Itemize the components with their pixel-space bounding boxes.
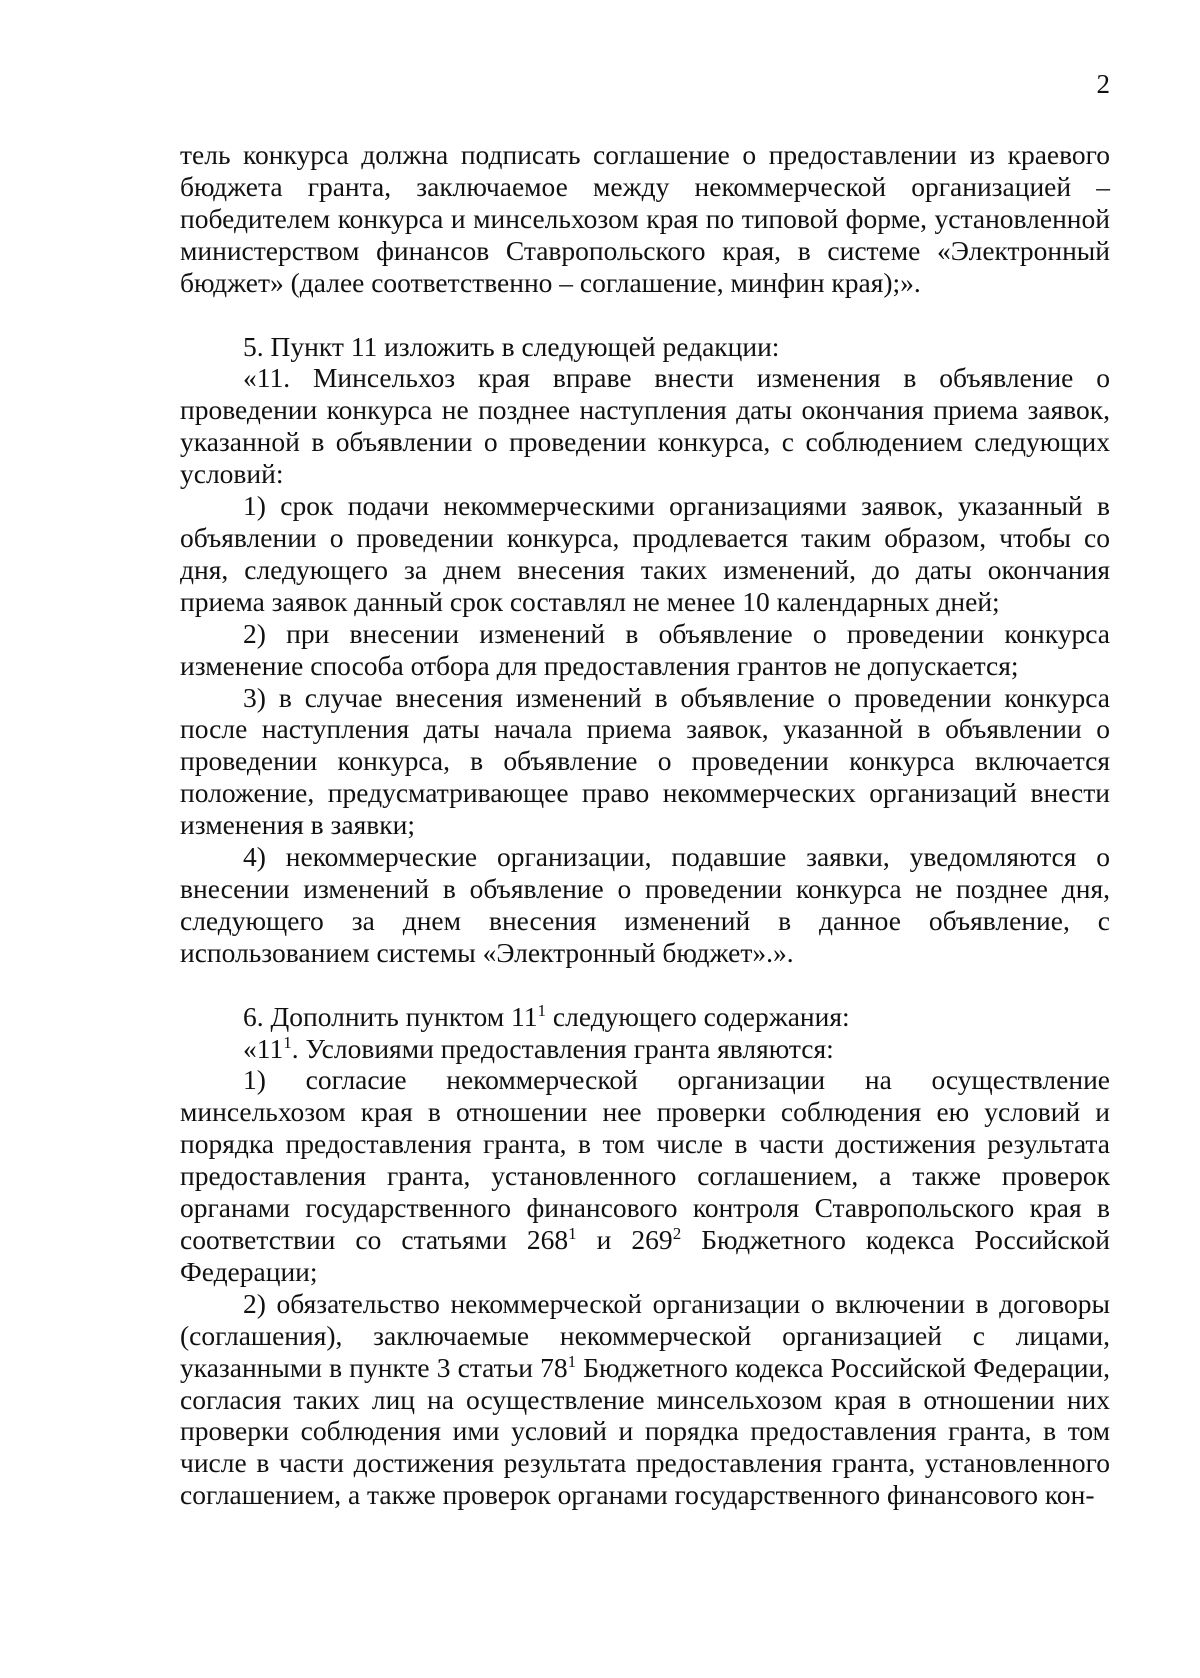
paragraph-item-5: 5. Пункт 11 изложить в следующей редакции: [243,330,780,362]
page-number: 2 [1096,69,1110,99]
paragraph-clause-11-1-sub-1: 1) согласие некоммерческой организации на осуществление минсельхозом края в отношении нее проверки соблюдения ею условий и порядка предоставления гранта, в том числе в части достижения результата предоставления гранта, установленного соглашением, а также проверок органами государственного финансового контроля Ставропольского края в соответствии со статьями $268^1$ и $269^2$ Бюджетного кодекса Российской Федерации; [180,1064,1111,1287]
document-body [180,139,1110,1511]
paragraph-clause-11-sub-1: 1) срок подачи некоммерческими организациями заявок, указанный в объявлении о проведении конкурса, продлевается таким образом, чтобы со дня, следующего за днем внесения таких изменений, до даты окончания приема заявок данный срок составлял не менее 10 календарных дней; [180,490,1110,617]
paragraph-clause-11-1: «$11^1$. Условиями предоставления гранта являются: [243,1032,834,1064]
paragraph-item-6: 6. Дополнить пунктом $11^1$ следующего содержания: [243,1000,850,1032]
paragraph-clause-11-sub-2: 2) при внесении изменений в объявление о проведении конкурса изменение способа отбора для предоставления грантов не допускается; [180,617,1110,681]
paragraph-clause-11: «11. Минсельхоз края вправе внести изменения в объявление о проведении конкурса не позднее наступления даты окончания приема заявок, указанной в объявлении о проведении конкурса, с соблюдением следующих условий: [180,362,1110,490]
paragraph-clause-11-sub-4: 4) некоммерческие организации, подавшие заявки, уведомляются о внесении изменений в объявление о проведении конкурса не позднее дня, следующего за днем внесения изменений в данное объявление, с использованием системы «Электронный бюджет».». [180,841,1110,968]
paragraph-clause-11-1-sub-2: 2) обязательство некоммерческой организации о включении в договоры (соглашения), заключаемые некоммерческой организацией с лицами, указанными в пункте 3 статьи $78^1$ Бюджетного кодекса Российской Федерации, согласия таких лиц на осуществление минсельхозом края в отношении них проверки соблюдения ими условий и порядка предоставления гранта, в том числе в части достижения результата предоставления гранта, установленного соглашением, а также проверок органами государственного финансового кон- [180,1287,1110,1511]
paragraph-clause-11-sub-3: 3) в случае внесения изменений в объявление о проведении конкурса после наступления даты начала приема заявок, указанной в объявлении о проведении конкурса, в объявление о проведении конкурса включается положение, предусматривающее право некоммерческих организаций внести изменения в заявки; [180,681,1110,841]
paragraph-continuation: тель конкурса должна подписать соглашение о предоставлении из краевого бюджета гранта, заключаемое между некоммерческой организацией – победителем конкурса и минсельхозом края по типовой форме, установленной министерством финансов Ставропольского края, в системе «Электронный бюджет» (далее соответственно – соглашение, минфин края);». [180,139,1110,298]
